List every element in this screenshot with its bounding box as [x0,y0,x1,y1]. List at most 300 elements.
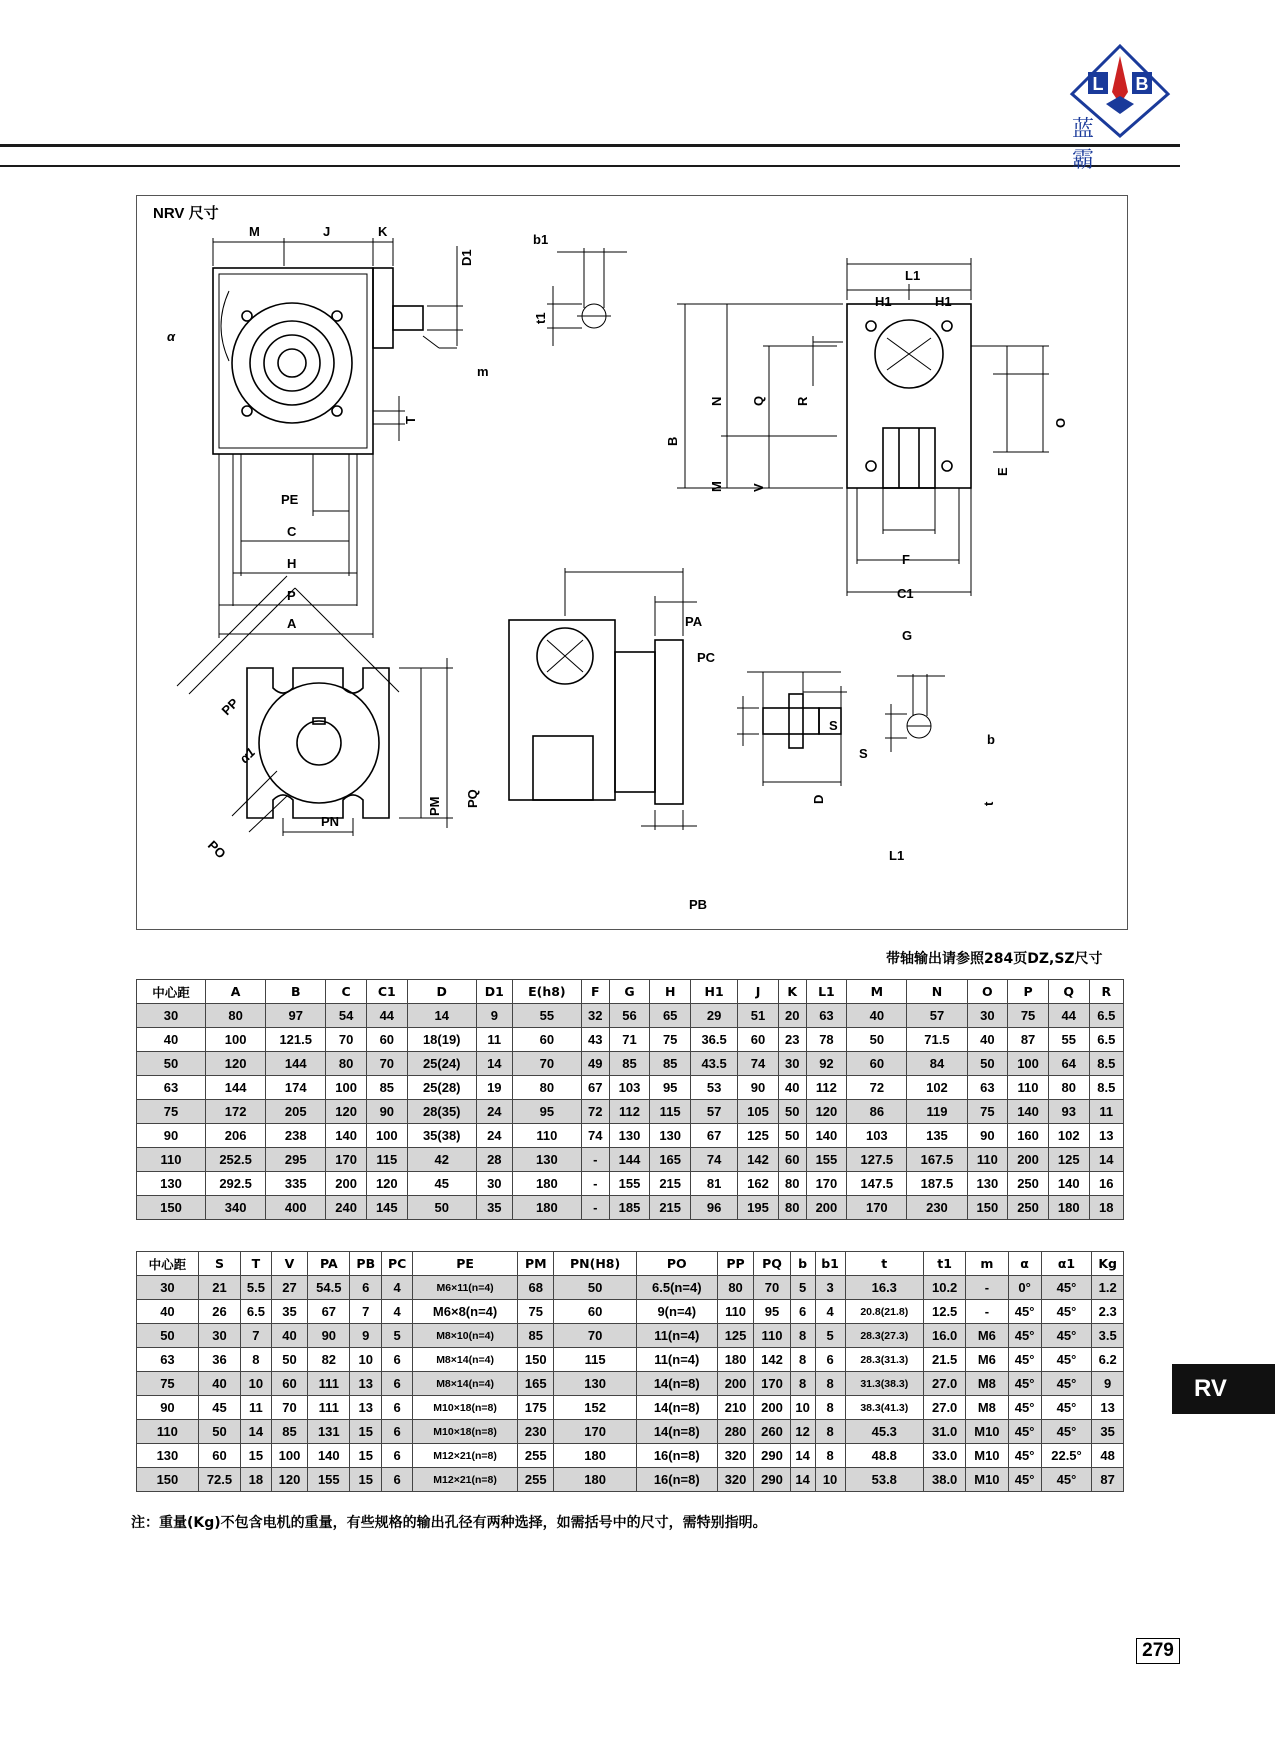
table-cell: 86 [847,1100,907,1124]
table-cell: 14 [476,1052,512,1076]
table-cell: 250 [1008,1196,1049,1220]
table-cell: M8×14(n=4) [413,1348,518,1372]
column-header: L1 [806,980,847,1004]
flange-view [247,668,389,818]
dim-label-b-key: b [987,732,995,747]
table-cell: 142 [738,1148,779,1172]
table-cell: - [581,1172,609,1196]
table-cell: 45° [1041,1468,1092,1492]
table-cell: 200 [717,1372,753,1396]
dim-label-b: B [665,436,680,446]
dim-label-pm: PM [427,796,442,816]
table-cell: 140 [308,1444,350,1468]
table-cell: 45 [407,1172,476,1196]
column-header: Kg [1092,1252,1124,1276]
table-row [137,1348,1124,1372]
table-cell: 290 [754,1444,790,1468]
table-cell: 3.5 [1092,1324,1124,1348]
table-cell: 6 [382,1444,413,1468]
table-cell: M6 [966,1324,1008,1348]
dim-label-d: D [811,794,826,804]
table-cell: 18 [1089,1196,1123,1220]
dim-label-pa: PA [685,614,703,629]
table-cell: 45° [1008,1444,1041,1468]
dim-label-pe: PE [281,492,299,507]
table-cell: 180 [512,1172,581,1196]
table-header-row [137,980,1124,1004]
table-cell: 40 [137,1300,199,1324]
table-cell: 295 [266,1148,326,1172]
table-cell: M6×11(n=4) [413,1276,518,1300]
table-cell: 130 [554,1372,636,1396]
dim-label-po: PO [204,837,229,862]
page-number: 279 [1136,1638,1180,1664]
logo-letter-l: L [1092,74,1104,94]
dim-label-pn: PN [321,814,340,829]
table-cell: 43.5 [691,1052,738,1076]
table-cell: 135 [907,1124,967,1148]
table-cell: 6 [815,1348,845,1372]
column-header: P [1008,980,1049,1004]
table-cell: 60 [198,1444,240,1468]
table-cell: 80 [717,1276,753,1300]
table-cell: M8 [966,1372,1008,1396]
dim-label-g: G [902,628,913,643]
dim-label-pp: PP [218,695,242,719]
dim-label-alpha: α [167,329,176,344]
reference-note: 带轴输出请参照284页DZ,SZ尺寸 [886,951,1103,967]
table-cell: 20 [778,1004,806,1028]
table-cell: 72 [847,1076,907,1100]
table-cell: M12×21(n=8) [413,1444,518,1468]
dim-label-t1: t1 [533,312,548,324]
table-cell: 50 [778,1124,806,1148]
table-cell: 14 [790,1468,815,1492]
table-cell: 80 [326,1052,367,1076]
table-cell: 8.5 [1089,1052,1123,1076]
table-cell: 335 [266,1172,326,1196]
dim-label-s-lower: S [859,746,868,761]
table-cell: 4 [382,1300,413,1324]
table-cell: 130 [137,1172,206,1196]
table-row [137,1420,1124,1444]
dim-label-b1: b1 [533,232,549,247]
column-header: O [967,980,1008,1004]
column-header: α [1008,1252,1041,1276]
table-cell: 50 [778,1100,806,1124]
table-cell: 180 [1048,1196,1089,1220]
table-cell: 50 [554,1276,636,1300]
table-cell: 210 [717,1396,753,1420]
table-cell: 200 [326,1172,367,1196]
column-header: PE [413,1252,518,1276]
drawing-canvas [137,196,1127,929]
table-cell: 54.5 [308,1276,350,1300]
table-cell: 60 [847,1052,907,1076]
table-cell: 8 [815,1420,845,1444]
table-cell: 80 [512,1076,581,1100]
table-cell: 93 [1048,1100,1089,1124]
table-cell: - [581,1196,609,1220]
table-cell: 8 [790,1348,815,1372]
column-header: M [847,980,907,1004]
column-header: b [790,1252,815,1276]
figure-title: NRV 尺寸 [153,205,219,222]
dim-label-l1-shaft: L1 [889,848,905,863]
dim-label-m-lower: m [477,364,489,379]
table-cell: 16(n=8) [636,1444,717,1468]
table-cell: 57 [691,1100,738,1124]
table-cell: 119 [907,1100,967,1124]
table-row [137,1100,1124,1124]
table-cell: 95 [650,1076,691,1100]
table-cell: 150 [967,1196,1008,1220]
table-cell: 130 [137,1444,199,1468]
table-cell: 15 [350,1444,382,1468]
column-header: K [778,980,806,1004]
table-cell: 14(n=8) [636,1420,717,1444]
table-cell: 57 [907,1004,967,1028]
table-cell: 71.5 [907,1028,967,1052]
table-cell: 31.3(38.3) [845,1372,923,1396]
table-cell: 67 [581,1076,609,1100]
table-cell: 175 [518,1396,554,1420]
table-cell: 28.3(27.3) [845,1324,923,1348]
table-cell: 75 [137,1372,199,1396]
table-cell: M10×18(n=8) [413,1396,518,1420]
table-cell: 38.0 [924,1468,966,1492]
table-cell: 21 [198,1276,240,1300]
table-cell: 102 [1048,1124,1089,1148]
table-cell: 53.8 [845,1468,923,1492]
table-cell: 38.3(41.3) [845,1396,923,1420]
table-cell: 100 [206,1028,266,1052]
table-cell: 45° [1008,1420,1041,1444]
column-header: V [271,1252,307,1276]
table-cell: 65 [650,1004,691,1028]
table-header-row [137,1252,1124,1276]
table-cell: 90 [366,1100,407,1124]
table-cell: 320 [717,1444,753,1468]
table-cell: 75 [137,1100,206,1124]
table-cell: 14 [407,1004,476,1028]
front-view [213,268,423,454]
table-cell: 120 [206,1052,266,1076]
table-cell: 110 [754,1324,790,1348]
column-header: N [907,980,967,1004]
table-cell: M6 [966,1348,1008,1372]
table-cell: 174 [266,1076,326,1100]
table-cell: 100 [326,1076,367,1100]
table-cell: 10 [350,1348,382,1372]
table-cell: 4 [815,1300,845,1324]
table-cell: 40 [847,1004,907,1028]
table-cell: 35 [1092,1420,1124,1444]
table-cell: 82 [308,1348,350,1372]
table-cell: 162 [738,1172,779,1196]
table-cell: 155 [609,1172,650,1196]
table-cell: 27 [271,1276,307,1300]
table-cell: 60 [271,1372,307,1396]
table-cell: 140 [1048,1172,1089,1196]
column-header: PM [518,1252,554,1276]
table-cell: 6 [382,1372,413,1396]
table-cell: 80 [778,1196,806,1220]
table-row [137,1148,1124,1172]
table-cell: 48.8 [845,1444,923,1468]
table-cell: 67 [308,1300,350,1324]
column-header: F [581,980,609,1004]
table-cell: 25(28) [407,1076,476,1100]
table-cell: 102 [907,1076,967,1100]
table-cell: 85 [650,1052,691,1076]
table-cell: 145 [366,1196,407,1220]
table-cell: 67 [691,1124,738,1148]
table-row [137,1468,1124,1492]
table-cell: 30 [137,1276,199,1300]
table-cell: 200 [1008,1148,1049,1172]
table-cell: 81 [691,1172,738,1196]
logo-letter-b: B [1135,74,1149,94]
table-cell: 75 [650,1028,691,1052]
column-header: PB [350,1252,382,1276]
table-cell: 31.0 [924,1420,966,1444]
table-cell: 16.0 [924,1324,966,1348]
table-row [137,1324,1124,1348]
table-cell: 5 [382,1324,413,1348]
table-cell: 103 [609,1076,650,1100]
table-cell: 110 [967,1148,1008,1172]
table-cell: 78 [806,1028,847,1052]
table-cell: 125 [738,1124,779,1148]
table-cell: 26 [198,1300,240,1324]
table-cell: 9 [1092,1372,1124,1396]
table-cell: 25(24) [407,1052,476,1076]
table-cell: 50 [967,1052,1008,1076]
table-cell: 5 [815,1324,845,1348]
table-cell: 32 [581,1004,609,1028]
table-cell: 63 [137,1076,206,1100]
table-cell: 50 [847,1028,907,1052]
table-cell: 7 [241,1324,272,1348]
section-tab[interactable]: RV [1172,1364,1275,1414]
dim-label-v: V [751,483,766,492]
table-cell: 43 [581,1028,609,1052]
table-cell: 215 [650,1172,691,1196]
table-cell: 13 [350,1372,382,1396]
table-cell: 6.5 [1089,1004,1123,1028]
dim-label-h1-right: H1 [935,294,952,309]
table-cell: 70 [754,1276,790,1300]
table-cell: 172 [206,1100,266,1124]
keyway-detail-b1 [547,248,627,346]
table-cell: 152 [554,1396,636,1420]
column-header: S [198,1252,240,1276]
table-cell: 14(n=8) [636,1396,717,1420]
table-cell: 75 [1008,1004,1049,1028]
table-cell: 44 [1048,1004,1089,1028]
table-cell: 85 [518,1324,554,1348]
table-cell: 63 [806,1004,847,1028]
dimension-table-1 [136,979,1124,1220]
table-cell: 64 [1048,1052,1089,1076]
table-cell: 16.3 [845,1276,923,1300]
table-cell: 30 [967,1004,1008,1028]
table-cell: 103 [847,1124,907,1148]
table-cell: 70 [271,1396,307,1420]
table-cell: 60 [512,1028,581,1052]
table-row [137,1124,1124,1148]
dimension-drawing [136,195,1128,930]
table-cell: 45° [1008,1468,1041,1492]
table-cell: M12×21(n=8) [413,1468,518,1492]
table-cell: 110 [717,1300,753,1324]
dim-label-d1: D1 [459,249,474,266]
table-cell: 255 [518,1468,554,1492]
table-cell: 7 [350,1300,382,1324]
table-cell: 127.5 [847,1148,907,1172]
table-cell: 30 [198,1324,240,1348]
table-cell: M10 [966,1444,1008,1468]
table-cell: 60 [778,1148,806,1172]
table-cell: 74 [581,1124,609,1148]
table-cell: 45° [1008,1348,1041,1372]
table-cell: 255 [518,1444,554,1468]
table-cell: 252.5 [206,1148,266,1172]
table-cell: 121.5 [266,1028,326,1052]
table-cell: 45° [1008,1324,1041,1348]
dim-label-pq: PQ [465,789,480,808]
table-cell: 15 [241,1444,272,1468]
column-header: C [326,980,367,1004]
table-cell: 50 [137,1324,199,1348]
table-cell: 185 [609,1196,650,1220]
table-cell: 35(38) [407,1124,476,1148]
table-cell: 15 [350,1468,382,1492]
table-cell: M10 [966,1420,1008,1444]
table-cell: 200 [806,1196,847,1220]
table-cell: 19 [476,1076,512,1100]
table-cell: 27.0 [924,1396,966,1420]
dim-label-pb: PB [689,897,708,912]
table-cell: 14 [241,1420,272,1444]
table-cell: 85 [271,1420,307,1444]
table-cell: 206 [206,1124,266,1148]
table-cell: 165 [518,1372,554,1396]
table-cell: 111 [308,1396,350,1420]
table-row [137,1372,1124,1396]
table-cell: 44 [366,1004,407,1028]
column-header: 中心距 [137,1252,199,1276]
table-cell: 45° [1041,1300,1092,1324]
table-cell: 170 [326,1148,367,1172]
table-cell: 142 [754,1348,790,1372]
table-cell: 120 [806,1100,847,1124]
column-header: C1 [366,980,407,1004]
column-header: m [966,1252,1008,1276]
table-cell: 10 [815,1468,845,1492]
table-cell: 230 [518,1420,554,1444]
table-cell: 130 [967,1172,1008,1196]
table-cell: 195 [738,1196,779,1220]
column-header: E(h8) [512,980,581,1004]
table-cell: 45° [1041,1372,1092,1396]
footnote: 注：重量(Kg)不包含电机的重量，有些规格的输出孔径有两种选择，如需括号中的尺寸，需特别指明。 [131,1515,767,1531]
header-rule-thick [0,144,1180,147]
table-cell: 96 [691,1196,738,1220]
table-cell: 21.5 [924,1348,966,1372]
table-cell: 205 [266,1100,326,1124]
table-cell: 170 [754,1372,790,1396]
table-cell: 55 [512,1004,581,1028]
table-cell: 100 [1008,1052,1049,1076]
table-cell: 6 [382,1348,413,1372]
table-cell: 80 [1048,1076,1089,1100]
table-cell: 60 [738,1028,779,1052]
table-cell: 30 [778,1052,806,1076]
table-cell: 10 [241,1372,272,1396]
table-cell: 260 [754,1420,790,1444]
column-header: H [650,980,691,1004]
table-cell: 125 [1048,1148,1089,1172]
table-cell: 51 [738,1004,779,1028]
table-cell: 112 [806,1076,847,1100]
table-cell: 6.5(n=4) [636,1276,717,1300]
table-cell: 14 [790,1444,815,1468]
table-cell: 11(n=4) [636,1324,717,1348]
table-cell: 85 [366,1076,407,1100]
table-cell: 45.3 [845,1420,923,1444]
table-cell: 97 [266,1004,326,1028]
table-cell: 36 [198,1348,240,1372]
table-cell: 8 [790,1372,815,1396]
column-header: A [206,980,266,1004]
table-cell: 14 [1089,1148,1123,1172]
table-cell: 5.5 [241,1276,272,1300]
dim-label-q: Q [751,395,766,406]
table-cell: 8 [790,1324,815,1348]
table-cell: 48 [1092,1444,1124,1468]
table-cell: 12.5 [924,1300,966,1324]
side-view[interactable] [847,304,971,488]
table-row [137,1196,1124,1220]
table-cell: 75 [518,1300,554,1324]
table-cell: 72.5 [198,1468,240,1492]
table-cell: 27.0 [924,1372,966,1396]
logo-chinese-name: 蓝 霸 [1072,117,1129,173]
table-cell: M8 [966,1396,1008,1420]
column-header: PC [382,1252,413,1276]
keyway-detail-b [885,674,945,752]
column-header: t1 [924,1252,966,1276]
table-cell: 8 [815,1396,845,1420]
table-cell: 170 [847,1196,907,1220]
table-cell: 45° [1041,1420,1092,1444]
table-cell: 144 [206,1076,266,1100]
table-cell: 4 [382,1276,413,1300]
table-cell: 1.2 [1092,1276,1124,1300]
table-cell: 110 [512,1124,581,1148]
table-cell: 180 [554,1468,636,1492]
table-row [137,1396,1124,1420]
table-cell: 55 [1048,1028,1089,1052]
table-cell: 6.5 [1089,1028,1123,1052]
table-cell: 180 [554,1444,636,1468]
header-rule-thin [0,165,1180,167]
column-header: b1 [815,1252,845,1276]
column-header: G [609,980,650,1004]
table-cell: 110 [137,1420,199,1444]
